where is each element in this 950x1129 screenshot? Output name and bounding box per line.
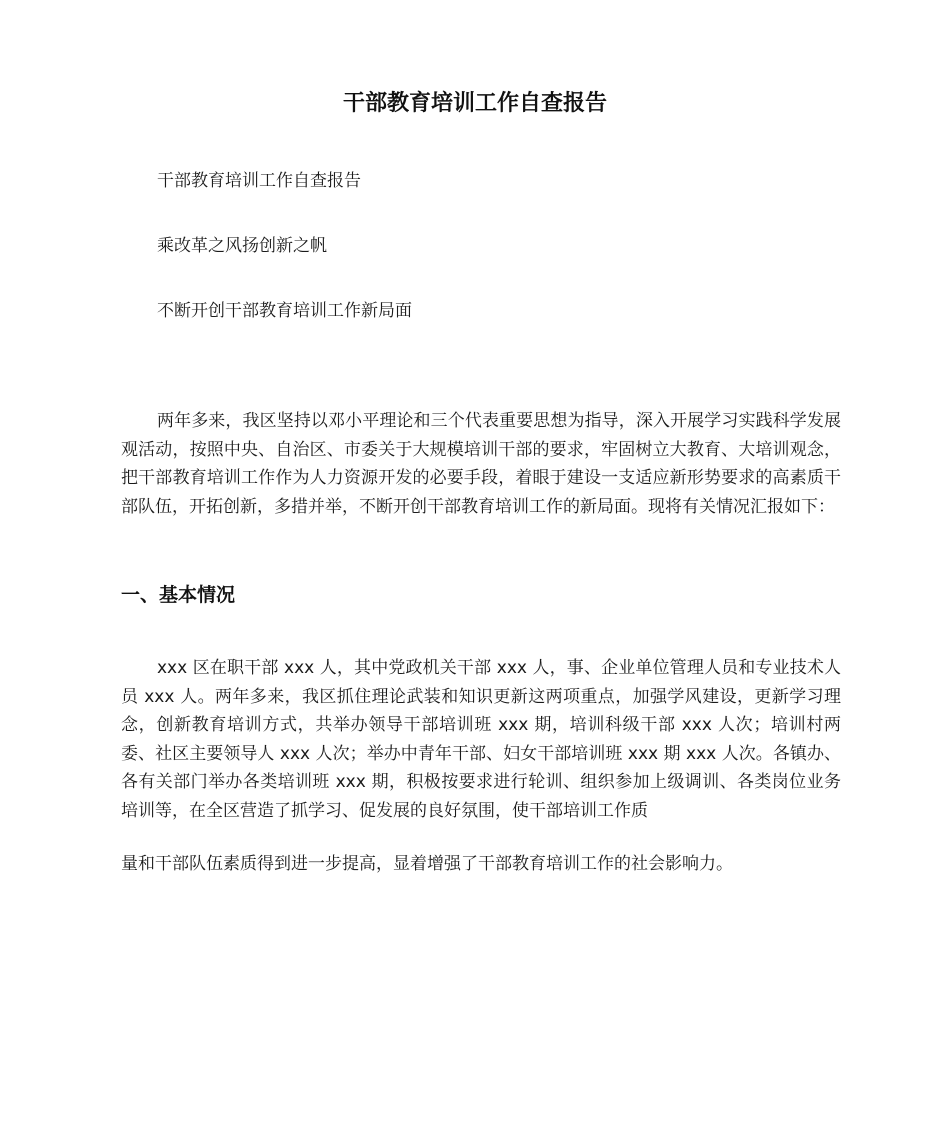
document-title: 干部教育培训工作自查报告 <box>342 91 607 116</box>
subtitle-line-report: 干部教育培训工作自查报告 <box>157 171 361 191</box>
section-heading-basic-situation: 一、基本情况 <box>121 584 236 606</box>
basic-situation-continuation: 量和干部队伍素质得到进一步提高，显着增强了干部教育培训工作的社会影响力。 <box>121 854 733 874</box>
subtitle-line-theme: 不断开创干部教育培训工作新局面 <box>157 301 412 321</box>
basic-situation-paragraph: xxx 区在职干部 xxx 人，其中党政机关干部 xxx 人，事、企业单位管理人员和专业技术人员 xxx 人。两年多来，我区抓住理论武装和知识更新这两项重点，加强学风建设，更新学习理念，创新教育培训方式，共举办领导干部培训班 xxx 期，培训科级干部 xxx 人次；培训村两委、社区主要领导人 xxx 人次；举办中青年干部、妇女干部培训班 xxx 期 xxx 人次。各镇办、各有关部门举办各类培训班 xxx 期，积极按要求进行轮训、组织参加上级调训、各类岗位业务培训等，在全区营造了抓学习、促发展的良好氛围，使干部培训工作质 <box>121 658 841 821</box>
intro-paragraph: 两年多来，我区坚持以邓小平理论和三个代表重要思想为指导，深入开展学习实践科学发展观活动，按照中央、自治区、市委关于大规模培训干部的要求，牢固树立大教育、大培训观念，把干部教育培训工作作为人力资源开发的必要手段，着眼于建设一支适应新形势要求的高素质干部队伍，开拓创新，多措并举，不断开创干部教育培训工作的新局面。现将有关情况汇报如下： <box>121 411 841 517</box>
subtitle-line-slogan: 乘改革之风扬创新之帆 <box>157 236 327 256</box>
